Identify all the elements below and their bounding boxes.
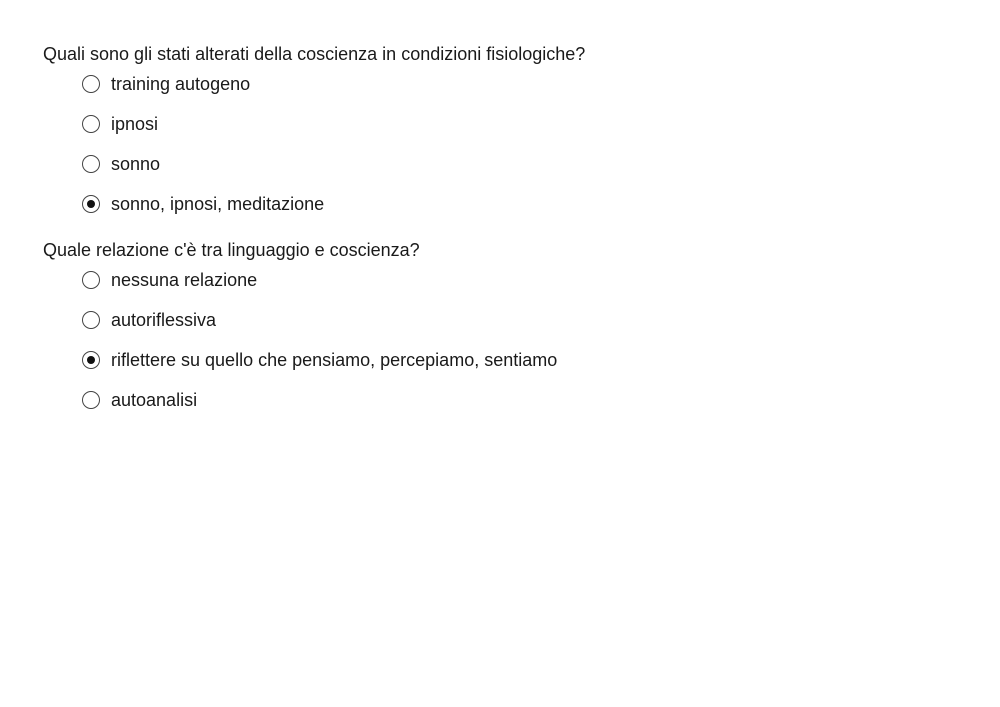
radio-button[interactable] <box>82 271 100 289</box>
option-label: sonno, ipnosi, meditazione <box>111 194 325 214</box>
option-list <box>43 268 963 412</box>
radio-button[interactable] <box>82 155 100 173</box>
radio-selected-dot-icon <box>87 200 95 208</box>
radio-button[interactable] <box>82 75 100 93</box>
option-label: autoriflessiva <box>111 310 217 330</box>
radio-button[interactable] <box>82 311 100 329</box>
option-label: nessuna relazione <box>111 270 258 290</box>
option-label: autoanalisi <box>111 390 198 410</box>
radio-button[interactable] <box>82 115 100 133</box>
radio-option[interactable] <box>82 268 963 292</box>
radio-option[interactable] <box>82 388 963 412</box>
question-2 <box>43 238 963 412</box>
radio-button[interactable] <box>82 195 100 213</box>
radio-option[interactable] <box>82 72 963 96</box>
question-1 <box>43 42 963 216</box>
radio-selected-dot-icon <box>87 356 95 364</box>
radio-option[interactable] <box>82 112 963 136</box>
quiz-form <box>43 42 963 434</box>
option-label: ipnosi <box>111 114 159 134</box>
option-list <box>43 72 963 216</box>
question-text: Quale relazione c'è tra linguaggio e coscienza? <box>43 240 420 260</box>
question-text: Quali sono gli stati alterati della coscienza in condizioni fisiologiche? <box>43 44 586 64</box>
option-label: riflettere su quello che pensiamo, percepiamo, sentiamo <box>111 350 558 370</box>
option-label: sonno <box>111 154 161 174</box>
radio-option[interactable] <box>82 348 963 372</box>
radio-option[interactable] <box>82 308 963 332</box>
radio-option[interactable] <box>82 192 963 216</box>
radio-option[interactable] <box>82 152 963 176</box>
option-label: training autogeno <box>111 74 251 94</box>
radio-button[interactable] <box>82 351 100 369</box>
radio-button[interactable] <box>82 391 100 409</box>
